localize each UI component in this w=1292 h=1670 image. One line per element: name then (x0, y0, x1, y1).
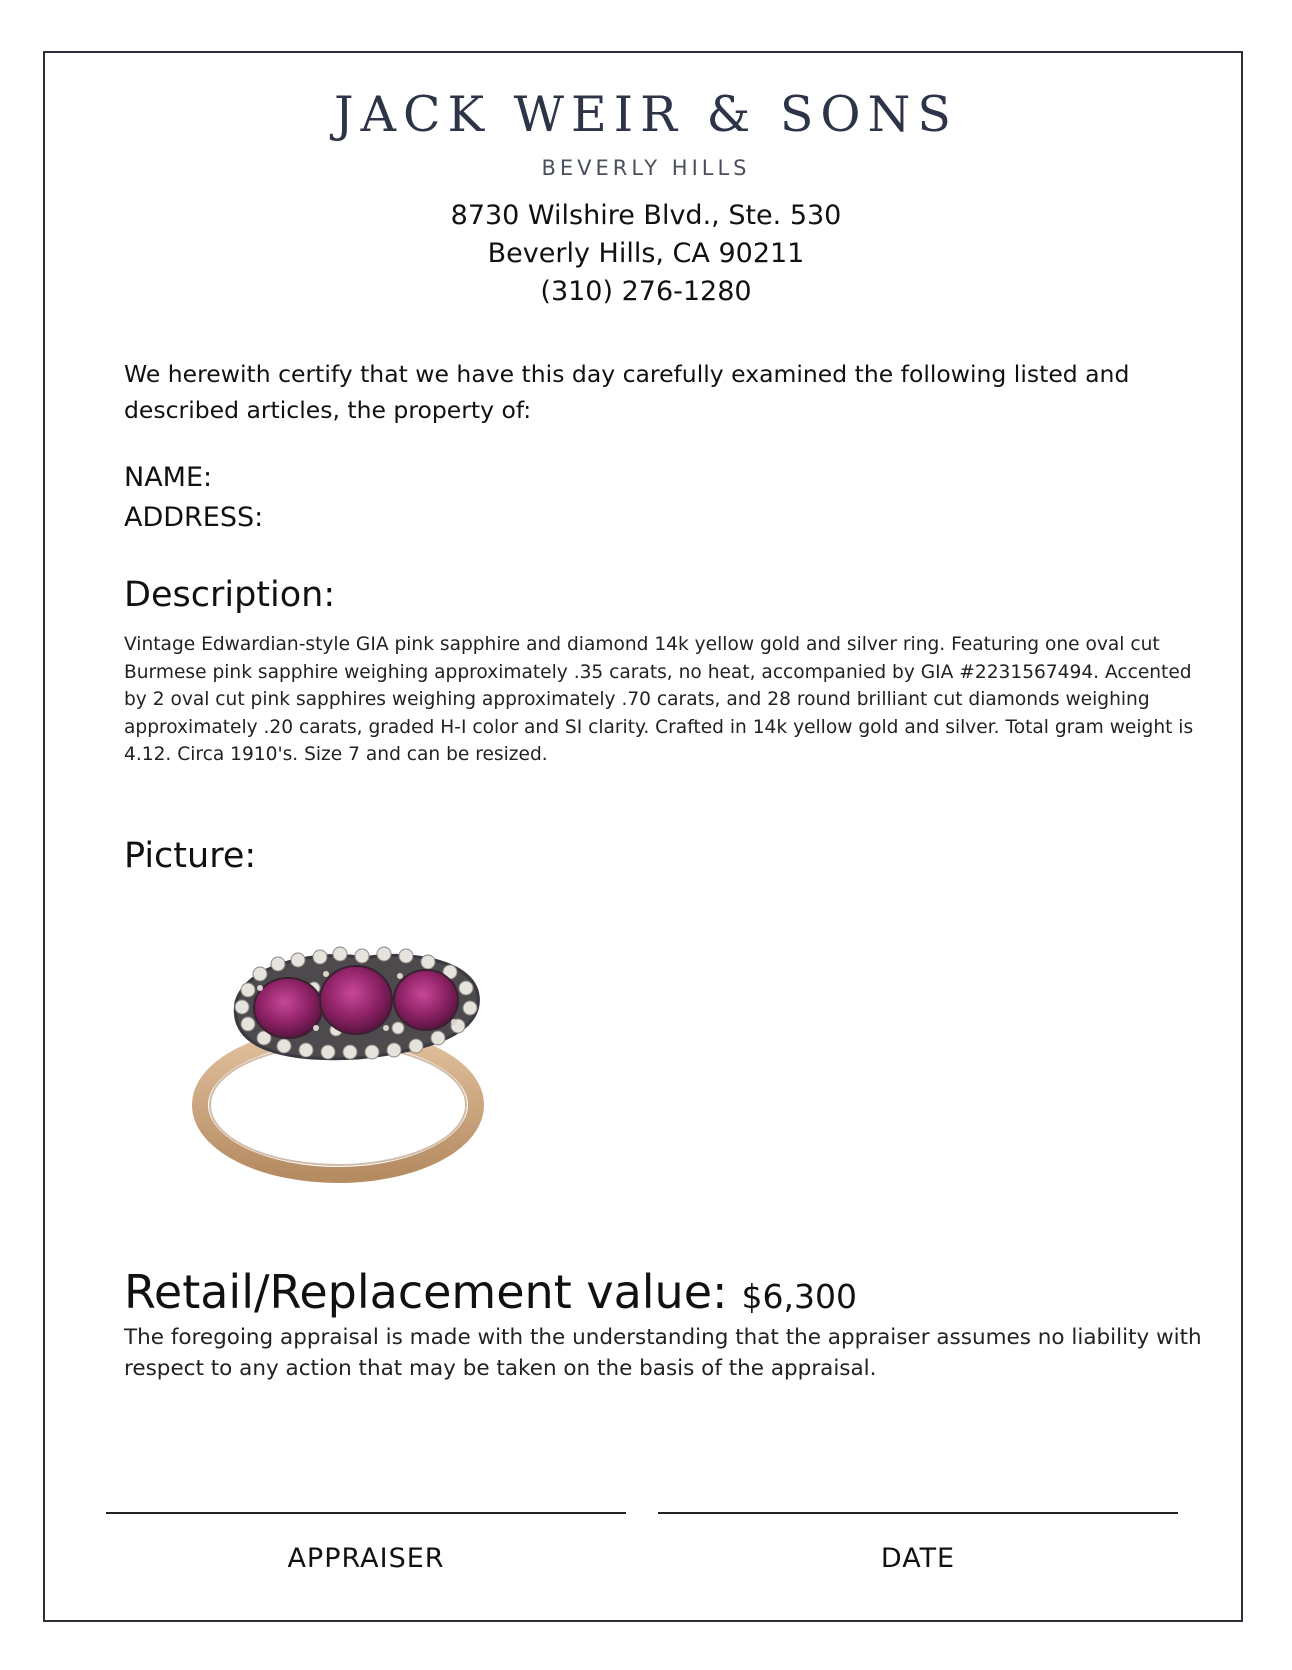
appraiser-label: APPRAISER (287, 1543, 445, 1574)
picture-heading: Picture: (124, 836, 257, 876)
name-field-label: NAME: (124, 462, 213, 493)
description-heading: Description: (124, 575, 336, 615)
phone-number: (310) 276-1280 (540, 276, 752, 307)
description-body: Vintage Edwardian-style GIA pink sapphire and diamond 14k yellow gold and silver ring. Featuring one oval cut Burmese pink sapphire weighing approximately .35 carats, no heat, accompanied by GIA #2231567494. Accented by 2 oval cut pink sapphires weighing approximately .70 carats, and 28 round brilliant cut diamonds weighing approximately .20 carats, graded H-I color and SI clarity. Crafted in 14k yellow gold and silver. Total gram weight is 4.12. Circa 1910's. Size 7 and can be resized. (124, 634, 1194, 766)
disclaimer: The foregoing appraisal is made with the understanding that the appraiser assumes no liability with respect to any action that may be taken on the basis of the appraisal. (124, 1325, 1202, 1381)
brand-name: JACK WEIR & SONS (333, 86, 959, 143)
value-label: Retail/Replacement value: (124, 1265, 728, 1319)
ring-photo (188, 940, 508, 1200)
date-label: DATE (880, 1543, 956, 1574)
brand-location: BEVERLY HILLS (541, 156, 751, 180)
address-line-2: Beverly Hills, CA 90211 (487, 238, 805, 269)
appraiser-signature-line (106, 1512, 626, 1514)
address-field-label: ADDRESS: (124, 502, 264, 533)
value-amount: $6,300 (741, 1277, 857, 1316)
date-signature-line (658, 1512, 1178, 1514)
value-row (124, 1265, 857, 1319)
certification-statement: We herewith certify that we have this day carefully examined the following listed and described articles, the property of: (124, 360, 1130, 424)
address-line-1: 8730 Wilshire Blvd., Ste. 530 (450, 200, 842, 231)
